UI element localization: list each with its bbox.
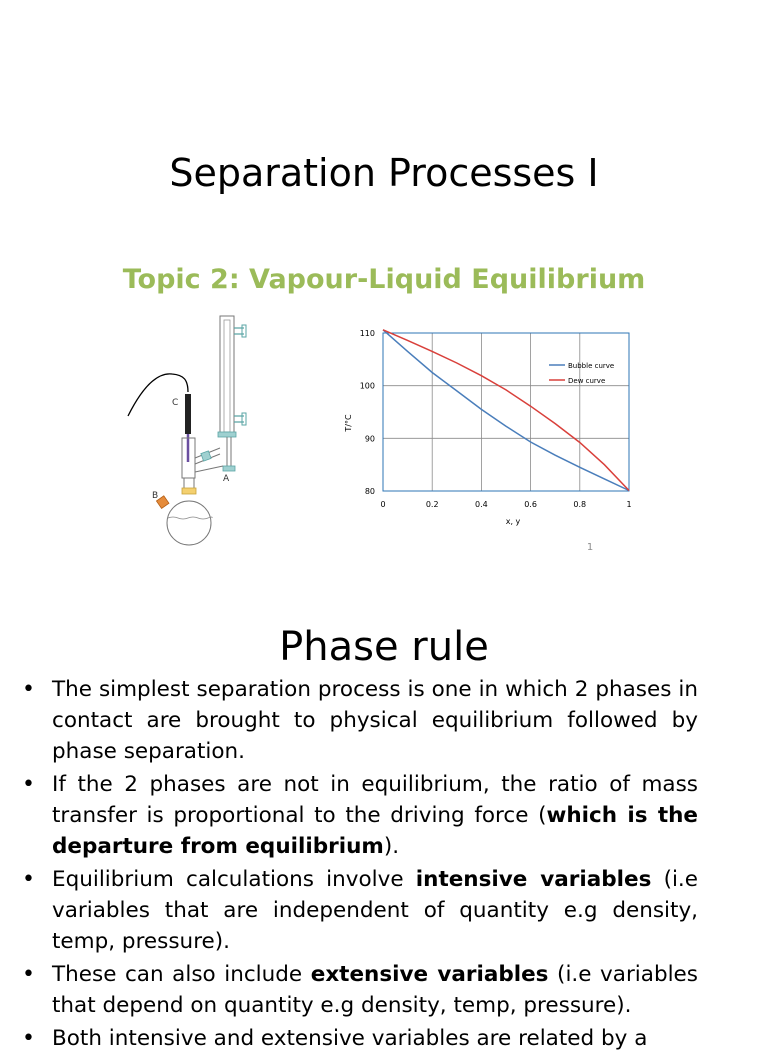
bullet-text: (i.e variables that depend on quantity e.g density, temp, pressure). bbox=[52, 962, 698, 1018]
boiling-flask bbox=[167, 501, 211, 545]
bullet-item bbox=[22, 769, 698, 862]
flask-joint bbox=[182, 488, 196, 494]
bullet-text: Equilibrium calculations involve bbox=[52, 867, 416, 892]
vle-chart bbox=[335, 325, 645, 535]
chart-legend bbox=[549, 362, 614, 385]
chart-grid bbox=[383, 333, 629, 491]
bullet-text: If the 2 phases are not in equilibrium, the ratio of mass transfer is proportional to the driving force ( bbox=[52, 772, 698, 828]
joint-a bbox=[223, 466, 235, 471]
lower-tube bbox=[195, 466, 223, 472]
bullet-item bbox=[22, 1023, 698, 1054]
phase-rule-slide bbox=[0, 600, 768, 1051]
x-tick-label: 0 bbox=[380, 500, 386, 509]
thermometer-probe bbox=[185, 394, 191, 434]
x-tick-label: 0.6 bbox=[524, 500, 537, 509]
y-tick-label: 90 bbox=[364, 434, 375, 444]
apparatus-label-b: B bbox=[152, 491, 159, 501]
bullet-bold-text: which is the departure from equilibrium bbox=[52, 803, 698, 859]
bullet-text: The simplest separation process is one in which 2 phases in contact are brought to physical equilibrium followed by phase separation. bbox=[52, 677, 698, 764]
flask-liquid-level bbox=[168, 517, 212, 519]
slide-subtitle: Topic 2: Vapour-Liquid Equilibrium bbox=[122, 264, 646, 295]
bullet-marker: • bbox=[22, 677, 35, 702]
chart-series bbox=[383, 330, 629, 491]
y-tick-label: 80 bbox=[364, 487, 375, 496]
bullet-text: (i.e variables that are independent of quantity e.g density, temp, pressure). bbox=[52, 867, 698, 954]
y-tick-label: 110 bbox=[359, 329, 375, 338]
x-tick-label: 0.2 bbox=[425, 500, 439, 509]
bullet-item bbox=[22, 864, 698, 957]
legend-label: Dew curve bbox=[568, 377, 606, 385]
x-tick-label: 0.4 bbox=[475, 500, 488, 509]
return-line bbox=[227, 437, 231, 468]
plot-frame bbox=[383, 333, 629, 491]
bullet-text: ). bbox=[383, 834, 400, 859]
series-line-bubble-curve bbox=[383, 330, 629, 491]
sampling-port-b bbox=[156, 496, 169, 509]
series-line-dew-curve bbox=[383, 330, 629, 491]
bullet-text: These can also include bbox=[52, 962, 311, 987]
bullet-marker: • bbox=[22, 772, 35, 797]
page-number: 1 bbox=[586, 542, 594, 553]
condenser-joint bbox=[218, 432, 236, 437]
slide-heading: Phase rule bbox=[279, 624, 489, 670]
y-axis-label: T/°C bbox=[344, 414, 353, 432]
apparatus-label-a: A bbox=[223, 474, 230, 484]
bullet-marker: • bbox=[22, 1026, 35, 1051]
legend-label: Bubble curve bbox=[568, 362, 615, 370]
condenser-inner bbox=[224, 320, 230, 432]
x-tick-label: 1 bbox=[626, 500, 632, 509]
bullet-marker: • bbox=[22, 867, 35, 892]
bullet-list bbox=[0, 674, 768, 1056]
coolant-connector-top bbox=[242, 325, 246, 337]
coolant-connector-bottom bbox=[242, 413, 246, 425]
bullet-marker: • bbox=[22, 962, 35, 987]
probe-cable bbox=[128, 374, 188, 416]
bullet-text: Both intensive and extensive variables are related by a bbox=[52, 1026, 648, 1051]
x-axis-label: x, y bbox=[505, 517, 521, 526]
condenser-column bbox=[220, 316, 234, 436]
apparatus-label-c: C bbox=[172, 398, 179, 408]
bullet-bold-text: intensive variables bbox=[415, 867, 652, 892]
slide-title: Separation Processes I bbox=[169, 151, 599, 195]
y-tick-label: 100 bbox=[359, 381, 375, 391]
vle-apparatus-illustration bbox=[120, 312, 270, 552]
bullet-item bbox=[22, 674, 698, 767]
x-tick-label: 0.8 bbox=[573, 500, 587, 509]
bullet-bold-text: extensive variables bbox=[310, 962, 549, 987]
bullet-item bbox=[22, 959, 698, 1021]
